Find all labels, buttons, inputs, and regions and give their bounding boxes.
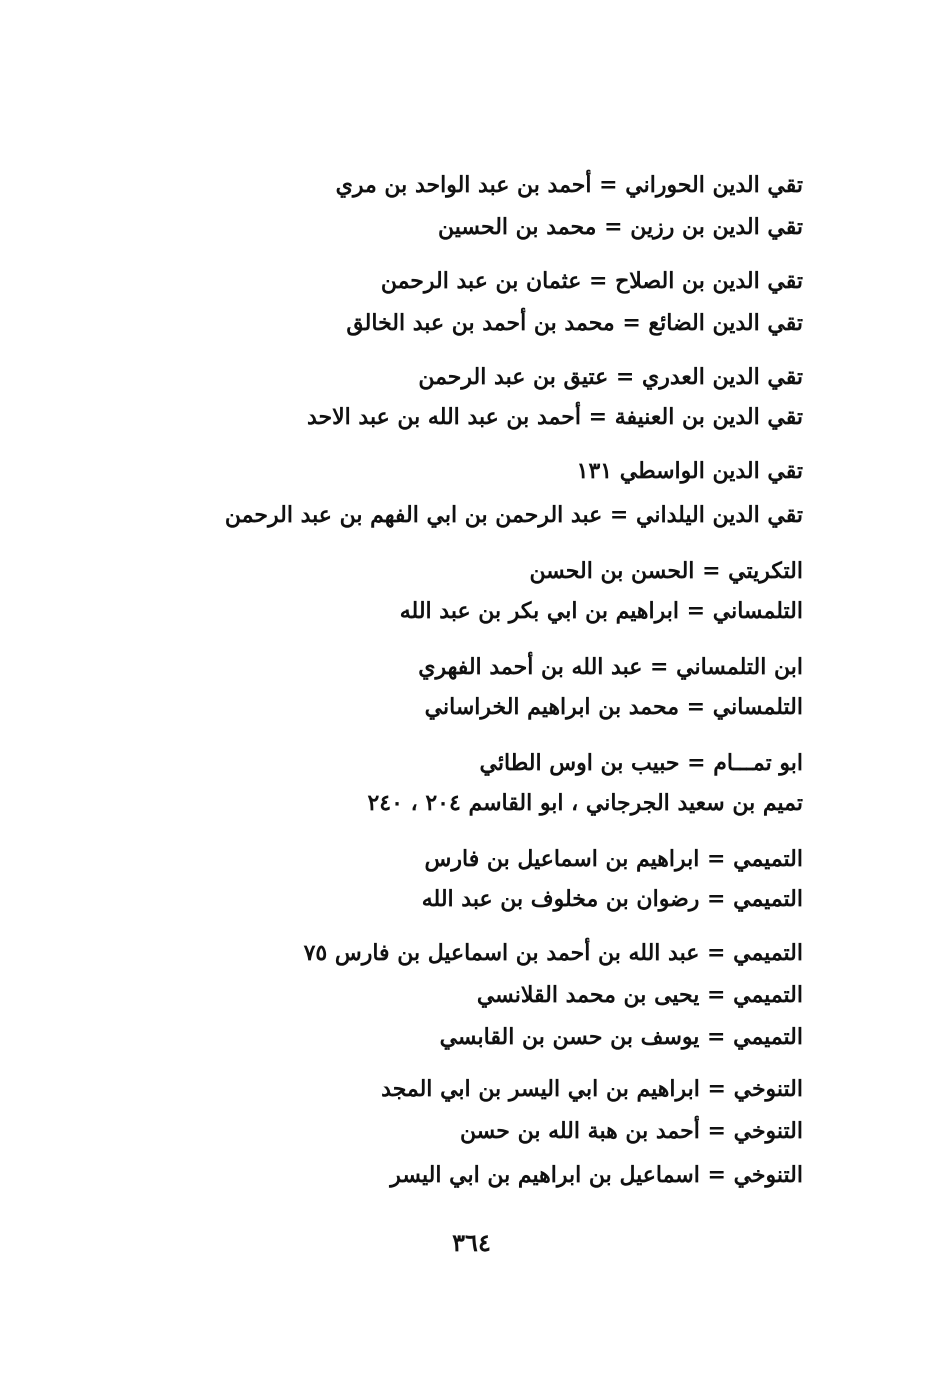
index-entry: التلمساني = محمد بن ابراهيم الخراساني <box>424 694 803 720</box>
index-entry: ابن التلمساني = عبد الله بن أحمد الفهري <box>418 654 803 680</box>
index-entry: تقي الدين بن الصلاح = عثمان بن عبد الرحمن <box>380 268 803 294</box>
index-entry: التميمي = عبد الله بن أحمد بن اسماعيل بن فارس ٧٥ <box>303 940 803 966</box>
index-entry: التكريتي = الحسن بن الحسن <box>529 558 803 584</box>
index-entry: تقي الدين الضائع = محمد بن أحمد بن عبد الخالق <box>346 310 803 336</box>
index-entry: ابو تمـــام = حبيب بن اوس الطائي <box>479 750 803 776</box>
index-entry: تقي الدين بن رزين = محمد بن الحسين <box>437 214 803 240</box>
index-entry: تقي الدين العدري = عتيق بن عبد الرحمن <box>418 364 803 390</box>
index-entry: التنوخي = أحمد بن هبة الله بن حسن <box>459 1118 803 1144</box>
index-entry: التلمساني = ابراهيم بن ابي بكر بن عبد الله <box>399 598 803 624</box>
index-entry: التنوخي = اسماعيل بن ابراهيم بن ابي اليسر <box>390 1162 803 1188</box>
index-entry: تميم بن سعيد الجرجاني ، ابو القاسم ٢٠٤ ، ٢٤٠ <box>367 790 803 816</box>
index-entry: التميمي = رضوان بن مخلوف بن عبد الله <box>421 886 803 912</box>
index-entry: التميمي = يوسف بن حسن بن القابسي <box>439 1024 803 1050</box>
index-entry: تقي الدين الواسطي ١٣١ <box>576 458 803 484</box>
index-entry: التميمي = يحيى بن محمد القلانسي <box>476 982 803 1008</box>
index-entry: تقي الدين اليلداني = عبد الرحمن بن ابي الفهم بن عبد الرحمن <box>224 502 803 528</box>
index-entry: التنوخي = ابراهيم بن ابي اليسر بن ابي المجد <box>381 1076 803 1102</box>
index-entry: تقي الدين الحوراني = أحمد بن عبد الواحد بن مري <box>335 172 803 198</box>
index-entry: تقي الدين بن العنيفة = أحمد بن عبد الله بن عبد الاحد <box>306 404 803 430</box>
page-number: ٣٦٤ <box>452 1228 491 1257</box>
index-entry: التميمي = ابراهيم بن اسماعيل بن فارس <box>424 846 803 872</box>
